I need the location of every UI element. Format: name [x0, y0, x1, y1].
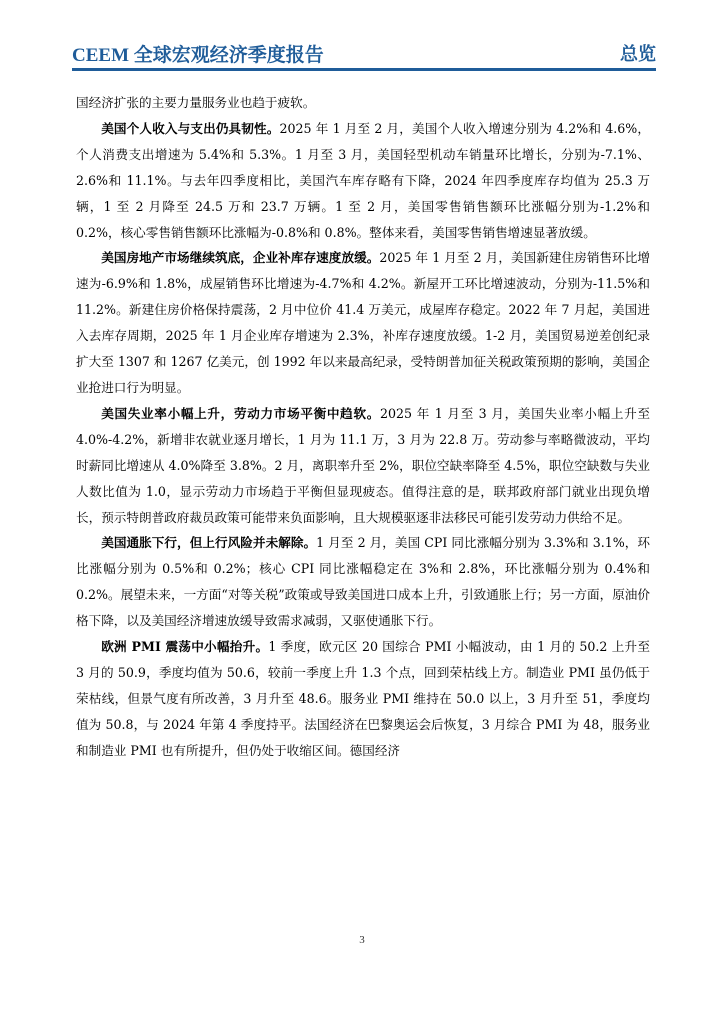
report-title: CEEM 全球宏观经济季度报告 — [72, 45, 324, 66]
paragraph-lead: 美国个人收入与支出仍具韧性。 — [101, 120, 280, 136]
section-title: 总览 — [620, 44, 656, 65]
paragraph-lead: 美国通胀下行，但上行风险并未解除。 — [101, 535, 317, 551]
paragraph — [76, 245, 650, 400]
paragraph-text: 2025 年 1 月至 2 月，美国新建住房销售环比增速为-6.9%和 1.8%，成屋销售环比增速为-4.7%和 4.2%。新屋开工环比增速波动，分别为-11.5%和 11.2%。新建住房价格保持震荡，2 月中位价 41.4 万美元，成屋库存稳定。2022 年 7 月起，美国进入去库存周期，2025 年 1 月企业库存增速为 2.3%，补库存速度放缓。1-2 月，美国贸易逆差创纪录扩大至 1307 和 1267 亿美元，创 1992 年以来最高纪录，受特朗普加征关税政策预期的影响，美国企业抢进口行为明显。 — [76, 250, 651, 395]
paragraph-text: 1 季度，欧元区 20 国综合 PMI 小幅波动，由 1 月的 50.2 上升至 3 月的 50.9，季度均值为 50.6，较前一季度上升 1.3 个点，回到荣枯线上方。制造业 PMI 虽仍低于荣枯线，但景气度有所改善，3 月升至 48.6。服务业 PMI 维持在 50.0 以上，3 月升至 51，季度均值为 50.8，与 2024 年第 4 季度持平。法国经济在巴黎奥运会后恢复，3 月综合 PMI 为 48，服务业和制造业 PMI 也有所提升，但仍处于收缩区间。德国经济 — [76, 639, 650, 758]
report-body — [76, 90, 650, 764]
paragraph — [76, 401, 650, 531]
paragraph — [76, 634, 650, 764]
paragraph-lead: 美国失业率小幅上升，劳动力市场平衡中趋软。 — [101, 405, 381, 421]
page-number: 3 — [359, 934, 365, 946]
paragraph-text: 1 月至 2 月，美国 CPI 同比涨幅分别为 3.3%和 3.1%，环比涨幅分别为 0.5%和 0.2%；核心 CPI 同比涨幅稳定在 3%和 2.8%，环比涨幅分别为 0.4%和 0.2%。展望未来，一方面“对等关税”政策或导致美国进口成本上升，引致通胀上行；另一方面，原油价格下降，以及美国经济增速放缓导致需求减弱，又驱使通胀下行。 — [76, 535, 651, 629]
page-header — [72, 38, 656, 71]
paragraph-lead: 美国房地产市场继续筑底，企业补库存速度放缓。 — [101, 250, 380, 266]
paragraph-text: 2025 年 1 月至 2 月，美国个人收入增速分别为 4.2%和 4.6%，个人消费支出增速为 5.4%和 5.3%。1 月至 3 月，美国轻型机动车销量环比增长，分别为-7.1%、2.6%和 11.1%。与去年四季度相比，美国汽车库存略有下降，2024 年四季度库存均值为 25.3 万辆，1 至 2 月降至 24.5 万和 23.7 万辆。1 至 2 月，美国零售销售额环比涨幅分别为-1.2%和 0.2%，核心零售销售额环比涨幅为-0.8%和 0.8%。整体来看，美国零售销售增速显著放缓。 — [76, 120, 651, 240]
paragraph-text: 2025 年 1 月至 3 月，美国失业率小幅上升至 4.0%-4.2%，新增非农就业逐月增长，1 月为 11.1 万，3 月为 22.8 万。劳动参与率略微波动，平均时薪同比增速从 4.0%降至 3.8%。2 月，离职率升至 2%，职位空缺率降至 4.5%，职位空缺数与失业人数比值为 1.0，显示劳动力市场趋于平衡但显现疲态。值得注意的是，联邦政府部门就业出现负增长，预示特朗普政府裁员政策可能带来负面影响，且大规模驱逐非法移民可能引发劳动力供给不足。 — [76, 405, 651, 525]
paragraph-text: 国经济扩张的主要力量服务业也趋于疲软。 — [76, 95, 316, 110]
paragraph-lead: 欧洲 PMI 震荡中小幅抬升。 — [101, 639, 269, 655]
paragraph — [76, 90, 650, 116]
paragraph — [76, 116, 650, 246]
paragraph — [76, 530, 650, 634]
